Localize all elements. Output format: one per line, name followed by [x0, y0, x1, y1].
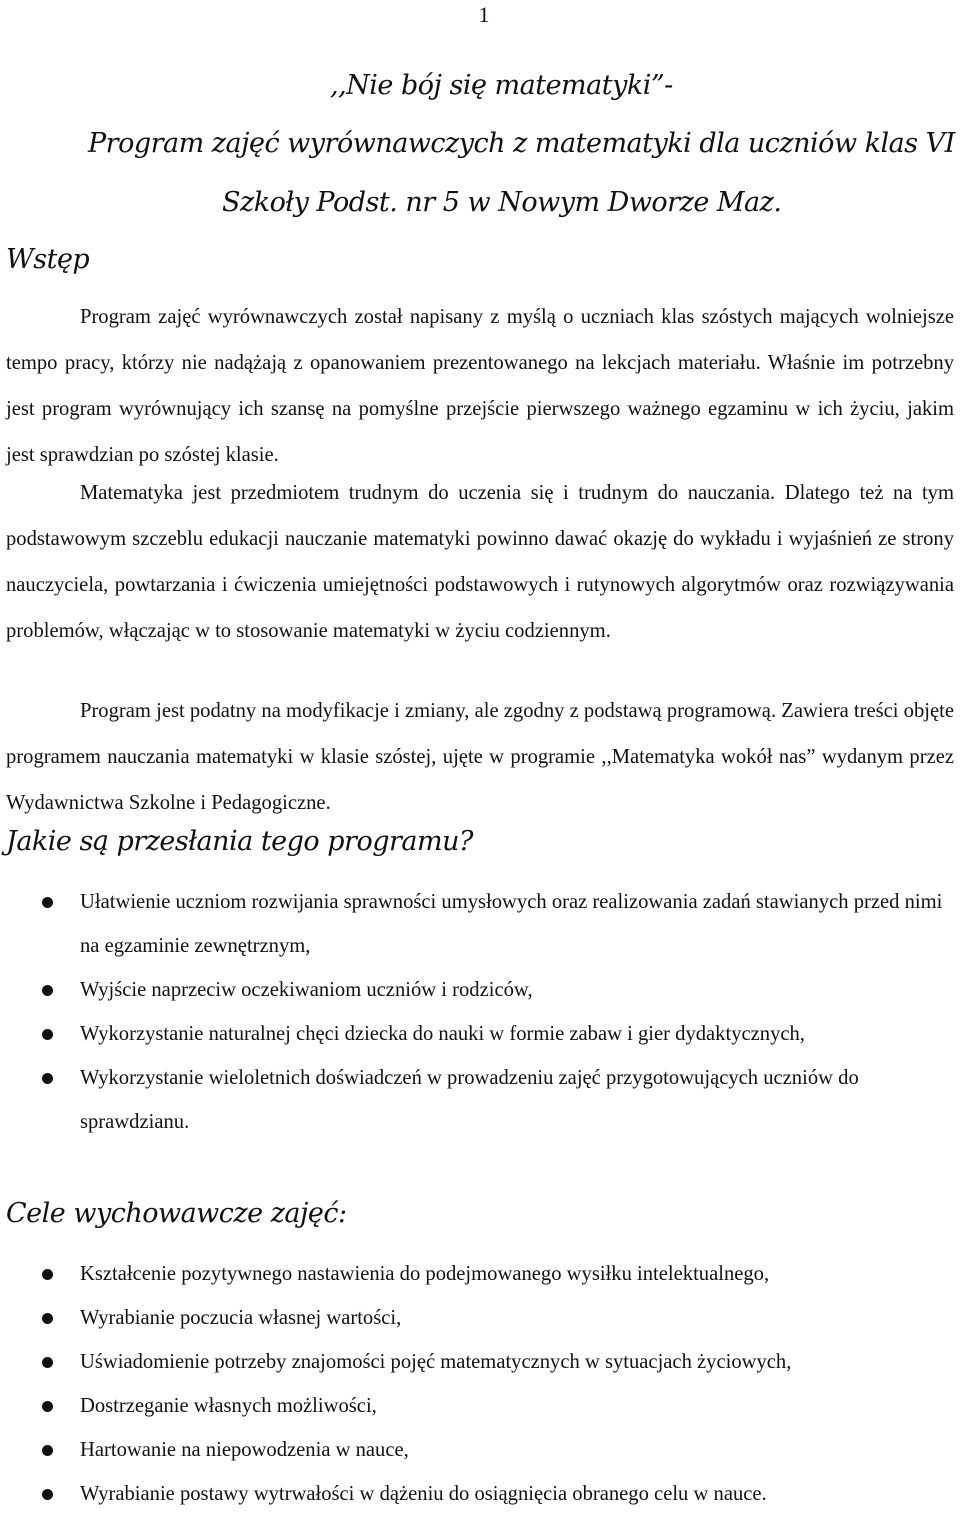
list-item — [0, 1472, 960, 1516]
intro-paragraph-3 — [6, 688, 954, 826]
list-item — [0, 1056, 960, 1144]
intro-heading: Wstęp — [6, 244, 90, 275]
goals-list — [0, 1252, 960, 1516]
bullet-icon — [42, 1073, 53, 1084]
list-item-text: Uświadomienie potrzeby znajomości pojęć matematycznych w sytuacjach życiowych, — [80, 1351, 792, 1373]
list-item-text: Ułatwienie uczniom rozwijania sprawności umysłowych oraz realizowania zadań stawianych przed nimi na egzaminie zewnętrznym, — [80, 891, 943, 957]
list-item — [0, 1428, 960, 1472]
page-number: 1 — [478, 2, 490, 27]
list-item — [0, 1252, 960, 1296]
title-line-2: Program zajęć wyrównawczych z matematyki dla uczniów klas VI — [88, 128, 955, 159]
messages-heading: Jakie są przesłania tego programu? — [6, 826, 473, 857]
list-item — [0, 1340, 960, 1384]
list-item — [0, 880, 960, 968]
bullet-icon — [42, 1313, 53, 1324]
bullet-icon — [42, 1357, 53, 1368]
messages-list — [0, 880, 960, 1144]
bullet-icon — [42, 897, 53, 908]
title-line-3: Szkoły Podst. nr 5 w Nowym Dworze Maz. — [222, 187, 782, 218]
bullet-icon — [42, 1029, 53, 1040]
bullet-icon — [42, 985, 53, 996]
list-item-text: Wyrabianie poczucia własnej wartości, — [80, 1307, 402, 1329]
title-line-1: ,,Nie bój się matematyki”- — [330, 70, 673, 101]
intro-paragraph-1-text: Program zajęć wyrównawczych został napisany z myślą o uczniach klas szóstych mających wolniejsze tempo pracy, którzy nie nadążają z opanowaniem prezentowanego na lekcjach materiału. Właśnie im potrzebny jest program wyrównujący ich szansę na pomyślne przejście pierwszego ważnego egzaminu w ich życiu, jakim jest sprawdzian po szóstej klasie. — [6, 306, 954, 466]
intro-paragraph-1 — [6, 294, 954, 478]
list-item-text: Kształcenie pozytywnego nastawienia do podejmowanego wysiłku intelektualnego, — [80, 1263, 770, 1285]
list-item — [0, 1012, 960, 1056]
list-item — [0, 968, 960, 1012]
bullet-icon — [42, 1269, 53, 1280]
bullet-icon — [42, 1445, 53, 1456]
list-item-text: Wykorzystanie wieloletnich doświadczeń w prowadzeniu zajęć przygotowujących uczniów do sprawdzianu. — [80, 1067, 859, 1133]
list-item — [0, 1296, 960, 1340]
list-item-text: Hartowanie na niepowodzenia w nauce, — [80, 1439, 409, 1461]
bullet-icon — [42, 1489, 53, 1500]
intro-paragraph-2-text: Matematyka jest przedmiotem trudnym do uczenia się i trudnym do nauczania. Dlatego też na tym podstawowym szczeblu edukacji nauczanie matematyki powinno dawać okazję do wykładu i wyjaśnień ze strony nauczyciela, powtarzania i ćwiczenia umiejętności podstawowych i rutynowych algorytmów oraz rozwiązywania problemów, włączając w to stosowanie matematyki w życiu codziennym. — [6, 482, 954, 642]
list-item-text: Wyjście naprzeciw oczekiwaniom uczniów i rodziców, — [80, 979, 533, 1001]
list-item-text: Wyrabianie postawy wytrwałości w dążeniu do osiągnięcia obranego celu w nauce. — [80, 1483, 767, 1505]
list-item — [0, 1384, 960, 1428]
bullet-icon — [42, 1401, 53, 1412]
goals-heading: Cele wychowawcze zajęć: — [6, 1198, 347, 1229]
list-item-text: Wykorzystanie naturalnej chęci dziecka do nauki w formie zabaw i gier dydaktycznych, — [80, 1023, 805, 1045]
intro-paragraph-3-text: Program jest podatny na modyfikacje i zmiany, ale zgodny z podstawą programową. Zawiera treści objęte programem nauczania matematyki w klasie szóstej, ujęte w programie ,,Matematyka wokół nas” wydanym przez Wydawnictwa Szkolne i Pedagogiczne. — [6, 700, 954, 814]
intro-paragraph-2 — [6, 470, 954, 654]
list-item-text: Dostrzeganie własnych możliwości, — [80, 1395, 377, 1417]
